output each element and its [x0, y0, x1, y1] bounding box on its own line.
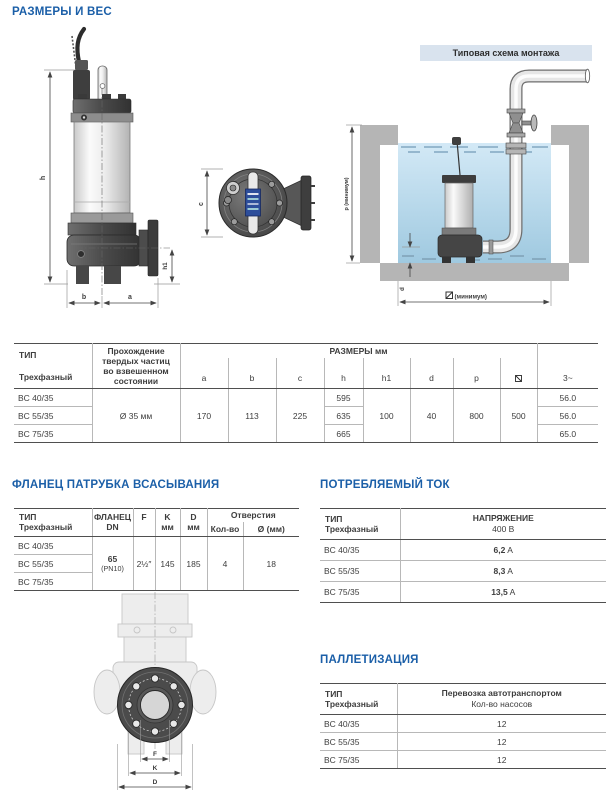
- table-row: BC 40/35 65 (PN10) 2½″ 145 185 4 18: [14, 537, 299, 555]
- col-header-d: D мм: [180, 509, 207, 537]
- col-header-a: a: [180, 358, 228, 389]
- col-header-pit-side: [500, 358, 537, 389]
- dn-value: 65 (PN10): [92, 537, 133, 591]
- col-header-b: b: [228, 358, 276, 389]
- pump-front-view-drawing: [18, 26, 188, 316]
- pit-floor: [380, 263, 569, 281]
- installation-diagram: [338, 63, 610, 313]
- pit-wall-right: [551, 125, 589, 263]
- col-header-hole-dia: Ø (мм): [243, 522, 299, 537]
- section-title-current: ПОТРЕБЛЯЕМЫЙ ТОК: [320, 479, 450, 491]
- group-header-sizes: РАЗМЕРЫ мм: [180, 344, 537, 358]
- col-header-p: p: [453, 358, 500, 389]
- dim-label-a: a: [128, 294, 132, 301]
- dim-label-k: K: [152, 765, 158, 772]
- svg-text:(минимум): (минимум): [454, 293, 487, 301]
- col-header-h1: h1: [363, 358, 410, 389]
- dim-label-f: F: [153, 751, 157, 758]
- section-title-dimensions: РАЗМЕРЫ И ВЕС: [12, 6, 112, 18]
- square-diagonal-icon: [515, 375, 522, 382]
- col-header-type: ТИП Трехфазный: [320, 684, 397, 715]
- dim-label-d: d: [400, 287, 406, 291]
- dimensions-table: [14, 343, 598, 443]
- suction-flange-face: [118, 668, 193, 743]
- dim-label-h: h: [40, 175, 47, 181]
- pit-side-min-label: [446, 292, 487, 301]
- col-header-k: K мм: [155, 509, 180, 537]
- col-header-solids: Прохождение твердых частиц во взвешенном состоянии: [92, 344, 180, 389]
- dim-label-big-d: D: [152, 779, 158, 786]
- pump-top-view-drawing: [193, 146, 325, 270]
- pump-volute: [67, 235, 141, 266]
- suction-flange-drawing: [85, 592, 245, 797]
- col-header-type: ТИП Трехфазный: [320, 509, 400, 540]
- table-row: BC 75/35 12: [320, 751, 606, 769]
- valve-handwheel: [531, 115, 537, 131]
- pump-foot: [104, 266, 121, 284]
- palletization-table: [320, 683, 606, 769]
- table-row: BC 55/35 12: [320, 733, 606, 751]
- dim-label-p-min: p (минимум): [344, 177, 350, 211]
- dim-label-c: c: [198, 202, 205, 206]
- pit-wall-left: [360, 125, 398, 263]
- table-row: BC 55/35: [14, 555, 299, 573]
- current-value: 8,3 A: [400, 561, 606, 582]
- table-row: BC 75/35: [14, 573, 299, 591]
- col-header-weight: 3~: [537, 344, 598, 389]
- table-row: BC 40/35 Ø 35 мм 170 113 225 595 100 40 800 500 56.0: [14, 389, 598, 407]
- col-header-transport: Перевозка автотранспортом Кол-во насосов: [397, 684, 606, 715]
- current-table: [320, 508, 606, 603]
- table-row: BC 55/35 635 56.0: [14, 407, 598, 425]
- table-row: BC 40/35 12: [320, 715, 606, 733]
- current-value: 13,5 A: [400, 582, 606, 603]
- power-cable: [77, 29, 84, 62]
- col-header-h: h: [324, 358, 363, 389]
- col-header-type: ТИП Трехфазный: [14, 509, 92, 537]
- table-row: BC 75/35 665 65.0: [14, 425, 598, 443]
- table-row: BC 40/35 6,2 A: [320, 540, 606, 561]
- suction-flange-table: [14, 508, 299, 591]
- installation-diagram-title: Типовая схема монтажа: [420, 45, 592, 61]
- group-header-holes: Отверстия: [207, 509, 299, 522]
- section-title-pallet: ПАЛЛЕТИЗАЦИЯ: [320, 654, 419, 666]
- dim-label-h1: h1: [162, 262, 169, 270]
- discharge-flange-side: [301, 176, 311, 230]
- current-value: 6,2 A: [400, 540, 606, 561]
- section-title-flange: ФЛАНЕЦ ПАТРУБКА ВСАСЫВАНИЯ: [12, 479, 220, 491]
- table-row: BC 55/35 8,3 A: [320, 561, 606, 582]
- col-header-f: F: [133, 509, 155, 537]
- col-header-c: c: [276, 358, 324, 389]
- col-header-flange-dn: ФЛАНЕЦ DN: [92, 509, 133, 537]
- dim-label-b: b: [81, 294, 87, 301]
- col-header-d: d: [410, 358, 453, 389]
- table-row: BC 75/35 13,5 A: [320, 582, 606, 603]
- col-header-voltage: НАПРЯЖЕНИЕ 400 В: [400, 509, 606, 540]
- col-header-type: ТИП Трехфазный: [14, 344, 92, 389]
- pump-foot: [76, 266, 89, 284]
- col-header-qty: Кол-во: [207, 522, 243, 537]
